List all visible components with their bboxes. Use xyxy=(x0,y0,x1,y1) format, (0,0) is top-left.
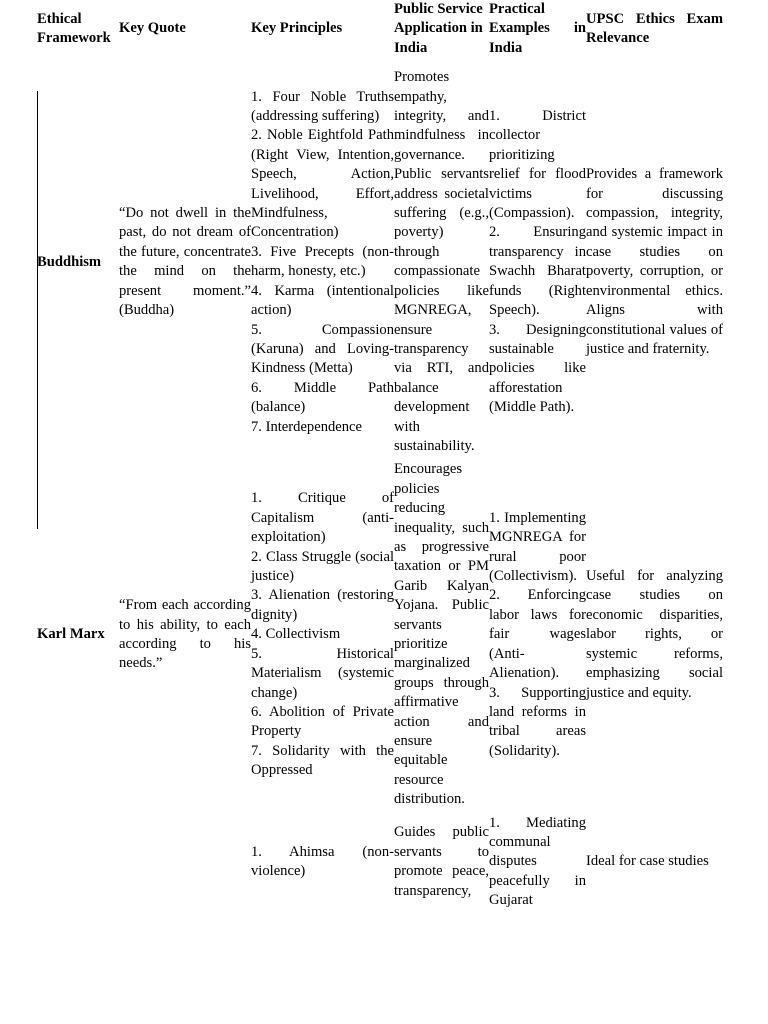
example-item: 2. Enforcing labor laws for fair wages (Anti-Alienation). xyxy=(489,587,586,682)
quote-cell: “Do not dwell in the past, do not dream of the future, concentrate the mind on the present moment.” (Buddha) xyxy=(119,205,251,319)
principle-item: 5. Historical Materialism (systemic change) xyxy=(251,645,394,701)
principle-item: 1. Ahimsa (non-violence) xyxy=(251,843,394,880)
principles-cell xyxy=(251,68,394,456)
examples-cell xyxy=(489,460,586,809)
application-cell: Encourages policies reducing inequality, such as progressive taxation or PM Garib Kalyan Yojana. Public servants prioritize marginalized groups through affirmative action and ensure equitable resource distribution. xyxy=(394,461,489,808)
ethics-frameworks-table xyxy=(37,0,723,911)
example-item: 1. District collector prioritizing relief for flood victims (Compassion). xyxy=(489,108,586,222)
framework-cell xyxy=(37,814,119,911)
quote-cell xyxy=(119,814,251,911)
example-item: 3. Supporting land reforms in tribal areas (Solidarity). xyxy=(489,684,586,759)
relevance-cell: Useful for analyzing case studies on economic disparities, labor rights, or systemic reforms, emphasizing social justice and equity. xyxy=(586,568,723,701)
principle-item: 6. Middle Path (balance) xyxy=(251,379,394,416)
examples-cell xyxy=(489,814,586,911)
principle-item: 1. Critique of Capitalism (anti-exploitation) xyxy=(251,490,394,546)
example-item: 3. Designing sustainable policies like afforestation (Middle Path). xyxy=(489,321,586,416)
header-application: Public Service Application in India xyxy=(394,1,483,56)
example-item: 1. Mediating communal disputes peacefully in Gujarat xyxy=(489,814,586,909)
principle-item: 4. Collectivism xyxy=(251,626,341,643)
application-cell: Promotes empathy, integrity, and mindfulness in governance. Public servants address societal suffering (e.g., poverty) through compassionate policies like MGNREGA, ensure transparency via RTI, and balance development with sustainability. xyxy=(394,69,489,454)
principle-item: 1. Four Noble Truths (addressing suffering) xyxy=(251,88,394,125)
header-framework: Ethical Framework xyxy=(37,10,111,47)
principle-item: 5. Compassion (Karuna) and Loving-Kindness (Metta) xyxy=(251,321,394,377)
header-principles: Key Principles xyxy=(251,20,343,37)
application-cell: Guides public servants to promote peace, transparency, xyxy=(394,824,489,899)
framework-cell: Karl Marx xyxy=(37,626,105,643)
table-row xyxy=(37,460,723,809)
table-row xyxy=(37,814,723,911)
header-relevance: UPSC Ethics Exam Relevance xyxy=(586,10,723,47)
header-examples: Practical Examples in India xyxy=(489,1,586,56)
quote-cell: “From each according to his ability, to each according to his needs.” xyxy=(119,597,251,672)
examples-cell xyxy=(489,68,586,456)
principle-item: 6. Abolition of Private Property xyxy=(251,703,394,740)
principles-cell xyxy=(251,460,394,809)
relevance-cell: Ideal for case studies xyxy=(586,853,709,870)
principle-item: 3. Alienation (restoring dignity) xyxy=(251,587,394,623)
principle-item: 7. Solidarity with the Oppressed xyxy=(251,742,394,779)
principle-item: 3. Five Precepts (non-harm, honesty, etc.) xyxy=(251,243,394,280)
relevance-cell: Provides a framework for discussing compassion, integrity, and systemic impact in case studies on poverty, corruption, or environmental ethics. Aligns with constitutional values of justice and fraternity. xyxy=(586,166,723,357)
principle-item: 4. Karma (intentional action) xyxy=(251,282,394,319)
example-item: 2. Ensuring transparency in Swachh Bharat funds (Right Speech). xyxy=(489,224,586,319)
table-row xyxy=(37,68,723,456)
example-item: 1. Implementing MGNREGA for rural poor (Collectivism). xyxy=(489,509,586,585)
principle-item: 2. Noble Eightfold Path (Right View, Intention, Speech, Action, Livelihood, Effort, Mindfulness, Concentration) xyxy=(251,127,394,241)
ethics-table-page xyxy=(37,0,737,911)
principle-item: 2. Class Struggle (social justice) xyxy=(251,548,394,585)
principles-cell xyxy=(251,814,394,911)
table-header-row xyxy=(37,0,723,68)
principle-item: 7. Interdependence xyxy=(251,418,363,435)
framework-cell: Buddhism xyxy=(37,253,102,270)
header-quote: Key Quote xyxy=(119,20,186,37)
